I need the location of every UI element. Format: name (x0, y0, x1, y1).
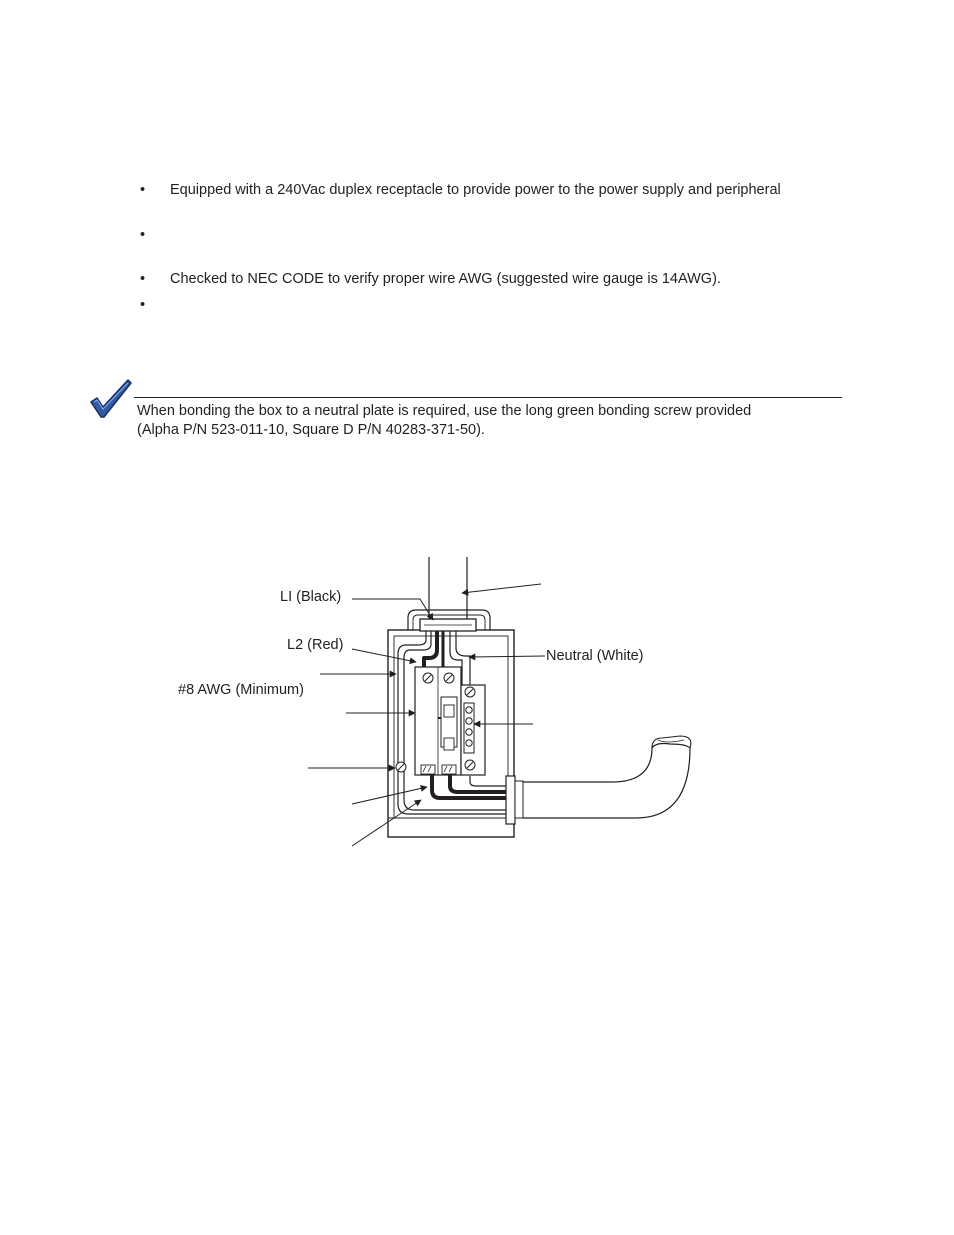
note-line-2: (Alpha P/N 523-011-10, Square D P/N 40283-371-50). (137, 422, 485, 438)
service-cable (420, 557, 476, 631)
bullet-marker: • (140, 182, 146, 198)
note-divider (134, 397, 842, 398)
bullet-marker: • (140, 271, 146, 287)
note-text (137, 402, 837, 440)
load-center-wiring-diagram (0, 540, 954, 870)
checkmark-icon (88, 377, 134, 419)
bullet-marker: • (140, 297, 146, 313)
circuit-breaker (415, 667, 461, 775)
label-awg-minimum: #8 AWG (Minimum) (178, 682, 304, 698)
label-neutral-white: Neutral (White) (546, 648, 644, 664)
label-l1-black: LI (Black) (280, 589, 342, 605)
label-l2-red: L2 (Red) (287, 637, 344, 653)
ground-screw (396, 762, 406, 772)
note-line-1: When bonding the box to a neutral plate is required, use the long green bonding screw provided (137, 403, 752, 419)
neutral-bar (461, 685, 485, 775)
bullet-text: Equipped with a 240Vac duplex receptacle to provide power to the power supply and peripheral (170, 182, 781, 198)
conduit (506, 736, 691, 824)
bullet-text: Checked to NEC CODE to verify proper wire AWG (suggested wire gauge is 14AWG). (170, 271, 721, 287)
bullet-marker: • (140, 227, 146, 243)
